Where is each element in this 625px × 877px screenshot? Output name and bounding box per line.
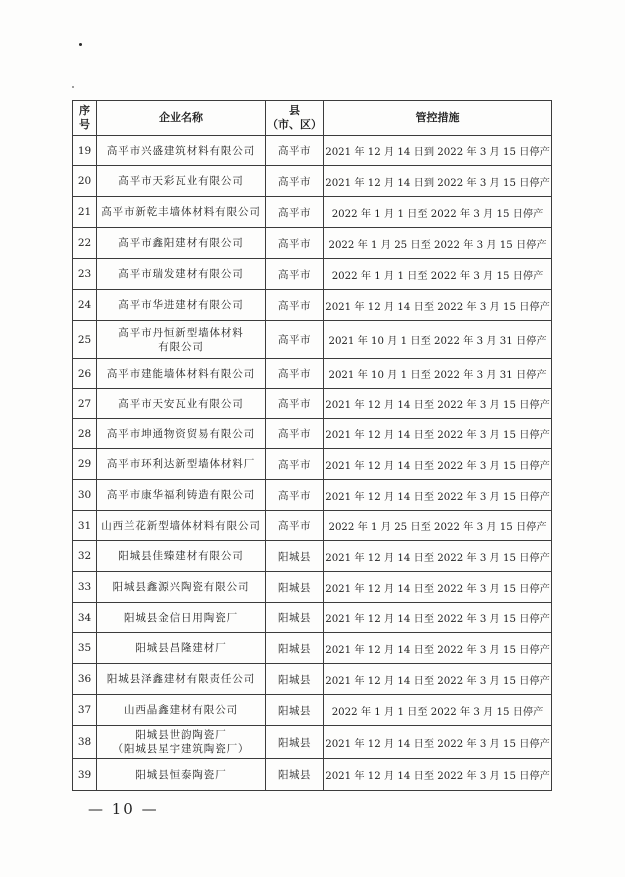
company-name-cell xyxy=(97,664,266,695)
control-measure-cell: 2021 年 12 月 14 日到 2022 年 3 月 15 日停产 xyxy=(324,136,552,166)
header-county-subline: （市、区） xyxy=(267,118,322,131)
serial-number-cell: 27 xyxy=(73,389,97,419)
header-company-name: 企业名称 xyxy=(97,101,266,136)
serial-number-cell: 37 xyxy=(73,695,97,726)
table-header-row xyxy=(73,101,552,136)
serial-number-cell: 26 xyxy=(73,359,97,389)
company-name-cell xyxy=(97,726,266,759)
control-measure-cell: 2021 年 10 月 1 日至 2022 年 3 月 31 日停产 xyxy=(324,321,552,359)
table-row xyxy=(73,759,552,791)
company-name-line: 高平市华进建材有限公司 xyxy=(118,299,244,311)
company-name-cell xyxy=(97,290,266,321)
control-measures-table xyxy=(72,100,552,791)
county-cell: 高平市 xyxy=(266,321,324,359)
county-cell: 高平市 xyxy=(266,359,324,389)
table-row xyxy=(73,228,552,259)
control-measure-cell: 2022 年 1 月 25 日至 2022 年 3 月 15 日停产 xyxy=(324,228,552,259)
company-name-line: 高平市兴盛建筑材料有限公司 xyxy=(106,144,256,157)
company-name-line: 阳城县恒泰陶瓷厂 xyxy=(135,768,227,781)
serial-number-cell: 28 xyxy=(73,419,97,449)
company-name-line: 山西兰花新型墙体材料有限公司 xyxy=(101,519,261,532)
table-row xyxy=(73,541,552,572)
company-name-line: 高平市康华福利铸造有限公司 xyxy=(106,489,256,501)
company-name-cell xyxy=(97,166,266,197)
table-row xyxy=(73,166,552,197)
table-row xyxy=(73,633,552,664)
serial-number-cell: 39 xyxy=(73,759,97,791)
table-body xyxy=(73,136,552,791)
company-name-cell xyxy=(97,603,266,633)
company-name-line: 高平市天彩瓦业有限公司 xyxy=(118,175,244,187)
control-measure-cell: 2021 年 12 月 14 日到 2022 年 3 月 15 日停产 xyxy=(324,166,552,197)
control-measure-cell: 2021 年 12 月 14 日至 2022 年 3 月 15 日停产 xyxy=(324,726,552,759)
company-name-line: 阳城县金信日用陶瓷厂 xyxy=(124,611,238,624)
company-name-line: 高平市环利达新型墙体材料厂 xyxy=(106,458,256,470)
company-name-line: 高平市坤通物资贸易有限公司 xyxy=(106,427,256,440)
table-row xyxy=(73,389,552,419)
table-row xyxy=(73,603,552,633)
company-name-cell xyxy=(97,359,266,389)
control-measure-cell: 2021 年 12 月 14 日至 2022 年 3 月 15 日停产 xyxy=(324,633,552,664)
company-name-line: 有限公司 xyxy=(158,340,204,353)
scan-speck xyxy=(72,86,74,88)
company-name-cell xyxy=(97,695,266,726)
serial-number-cell: 20 xyxy=(73,166,97,197)
page-number: — 10 — xyxy=(88,800,159,818)
serial-number-cell: 24 xyxy=(73,290,97,321)
control-measure-cell: 2021 年 12 月 14 日至 2022 年 3 月 15 日停产 xyxy=(324,664,552,695)
control-measure-cell: 2021 年 12 月 14 日至 2022 年 3 月 15 日停产 xyxy=(324,541,552,572)
serial-number-cell: 34 xyxy=(73,603,97,633)
serial-number-cell: 21 xyxy=(73,197,97,228)
control-measure-cell: 2021 年 12 月 14 日至 2022 年 3 月 15 日停产 xyxy=(324,419,552,449)
company-name-line: 阳城县鑫源兴陶瓷有限公司 xyxy=(112,581,250,593)
company-name-line: 高平市天安瓦业有限公司 xyxy=(118,397,244,410)
control-measure-cell: 2021 年 12 月 14 日至 2022 年 3 月 15 日停产 xyxy=(324,480,552,511)
table-row xyxy=(73,449,552,480)
company-name-line: 高平市建能墙体材料有限公司 xyxy=(106,367,256,380)
county-cell: 阳城县 xyxy=(266,603,324,633)
company-name-cell xyxy=(97,419,266,449)
county-cell: 高平市 xyxy=(266,290,324,321)
county-cell: 阳城县 xyxy=(266,726,324,759)
table-row xyxy=(73,511,552,541)
control-measure-cell: 2021 年 12 月 14 日至 2022 年 3 月 15 日停产 xyxy=(324,759,552,791)
county-cell: 阳城县 xyxy=(266,664,324,695)
company-name-cell xyxy=(97,572,266,603)
header-county xyxy=(266,101,324,136)
company-name-cell xyxy=(97,228,266,259)
table-row xyxy=(73,726,552,759)
company-name-cell xyxy=(97,759,266,791)
county-cell: 阳城县 xyxy=(266,759,324,791)
table-row xyxy=(73,664,552,695)
county-cell: 高平市 xyxy=(266,511,324,541)
county-cell: 高平市 xyxy=(266,480,324,511)
serial-number-cell: 19 xyxy=(73,136,97,166)
county-cell: 高平市 xyxy=(266,389,324,419)
company-name-line: 阳城县泽鑫建材有限责任公司 xyxy=(106,673,256,685)
serial-number-cell: 23 xyxy=(73,259,97,290)
county-cell: 高平市 xyxy=(266,419,324,449)
company-name-line: 高平市鑫阳建材有限公司 xyxy=(118,237,244,249)
table-row xyxy=(73,572,552,603)
company-name-line: 阳城县佳臻建材有限公司 xyxy=(118,550,244,562)
header-control-measures: 管控措施 xyxy=(324,101,552,136)
table-row xyxy=(73,321,552,359)
serial-number-cell: 22 xyxy=(73,228,97,259)
serial-number-cell: 35 xyxy=(73,633,97,664)
company-name-line: 山西晶鑫建材有限公司 xyxy=(124,704,238,716)
control-measure-cell: 2022 年 1 月 1 日至 2022 年 3 月 15 日停产 xyxy=(324,197,552,228)
control-measure-cell: 2021 年 12 月 14 日至 2022 年 3 月 15 日停产 xyxy=(324,389,552,419)
county-cell: 高平市 xyxy=(266,136,324,166)
control-measure-cell: 2022 年 1 月 25 日至 2022 年 3 月 15 日停产 xyxy=(324,511,552,541)
control-measure-cell: 2022 年 1 月 1 日至 2022 年 3 月 15 日停产 xyxy=(324,259,552,290)
company-name-cell xyxy=(97,259,266,290)
header-serial-number-label: 序号 xyxy=(79,104,90,131)
county-cell: 阳城县 xyxy=(266,633,324,664)
company-name-line: 高平市丹恒新型墙体材料 xyxy=(118,326,244,339)
control-measure-cell: 2021 年 10 月 1 日至 2022 年 3 月 31 日停产 xyxy=(324,359,552,389)
serial-number-cell: 25 xyxy=(73,321,97,359)
county-cell: 阳城县 xyxy=(266,572,324,603)
company-name-line: 高平市新乾丰墙体材料有限公司 xyxy=(101,206,261,218)
county-cell: 阳城县 xyxy=(266,541,324,572)
header-serial-number xyxy=(73,101,97,136)
control-measure-cell: 2021 年 12 月 14 日至 2022 年 3 月 15 日停产 xyxy=(324,449,552,480)
county-cell: 高平市 xyxy=(266,166,324,197)
table-row xyxy=(73,290,552,321)
company-name-cell xyxy=(97,197,266,228)
company-name-cell xyxy=(97,321,266,359)
county-cell: 高平市 xyxy=(266,228,324,259)
control-measure-cell: 2021 年 12 月 14 日至 2022 年 3 月 15 日停产 xyxy=(324,290,552,321)
company-name-cell xyxy=(97,389,266,419)
company-name-line: （阳城县星宇建筑陶瓷厂） xyxy=(112,743,250,755)
company-name-cell xyxy=(97,136,266,166)
table-row xyxy=(73,419,552,449)
header-county-line: 县 xyxy=(289,104,300,117)
company-name-cell xyxy=(97,480,266,511)
table-row xyxy=(73,695,552,726)
company-name-line: 阳城县世韵陶瓷厂 xyxy=(135,729,227,741)
company-name-cell xyxy=(97,541,266,572)
table-row xyxy=(73,136,552,166)
control-measure-cell: 2021 年 12 月 14 日至 2022 年 3 月 15 日停产 xyxy=(324,603,552,633)
serial-number-cell: 32 xyxy=(73,541,97,572)
county-cell: 高平市 xyxy=(266,259,324,290)
serial-number-cell: 30 xyxy=(73,480,97,511)
table-row xyxy=(73,359,552,389)
county-cell: 高平市 xyxy=(266,197,324,228)
control-measure-cell: 2022 年 1 月 1 日至 2022 年 3 月 15 日停产 xyxy=(324,695,552,726)
serial-number-cell: 33 xyxy=(73,572,97,603)
serial-number-cell: 29 xyxy=(73,449,97,480)
scan-speck xyxy=(79,43,82,46)
county-cell: 高平市 xyxy=(266,449,324,480)
serial-number-cell: 36 xyxy=(73,664,97,695)
company-name-cell xyxy=(97,511,266,541)
company-name-line: 高平市瑞发建材有限公司 xyxy=(118,268,244,280)
county-cell: 阳城县 xyxy=(266,695,324,726)
table-row xyxy=(73,197,552,228)
control-measure-cell: 2021 年 12 月 14 日至 2022 年 3 月 15 日停产 xyxy=(324,572,552,603)
serial-number-cell: 31 xyxy=(73,511,97,541)
company-name-cell xyxy=(97,633,266,664)
serial-number-cell: 38 xyxy=(73,726,97,759)
table-row xyxy=(73,259,552,290)
company-name-cell xyxy=(97,449,266,480)
company-name-line: 阳城县昌隆建材厂 xyxy=(135,642,227,654)
table-row xyxy=(73,480,552,511)
